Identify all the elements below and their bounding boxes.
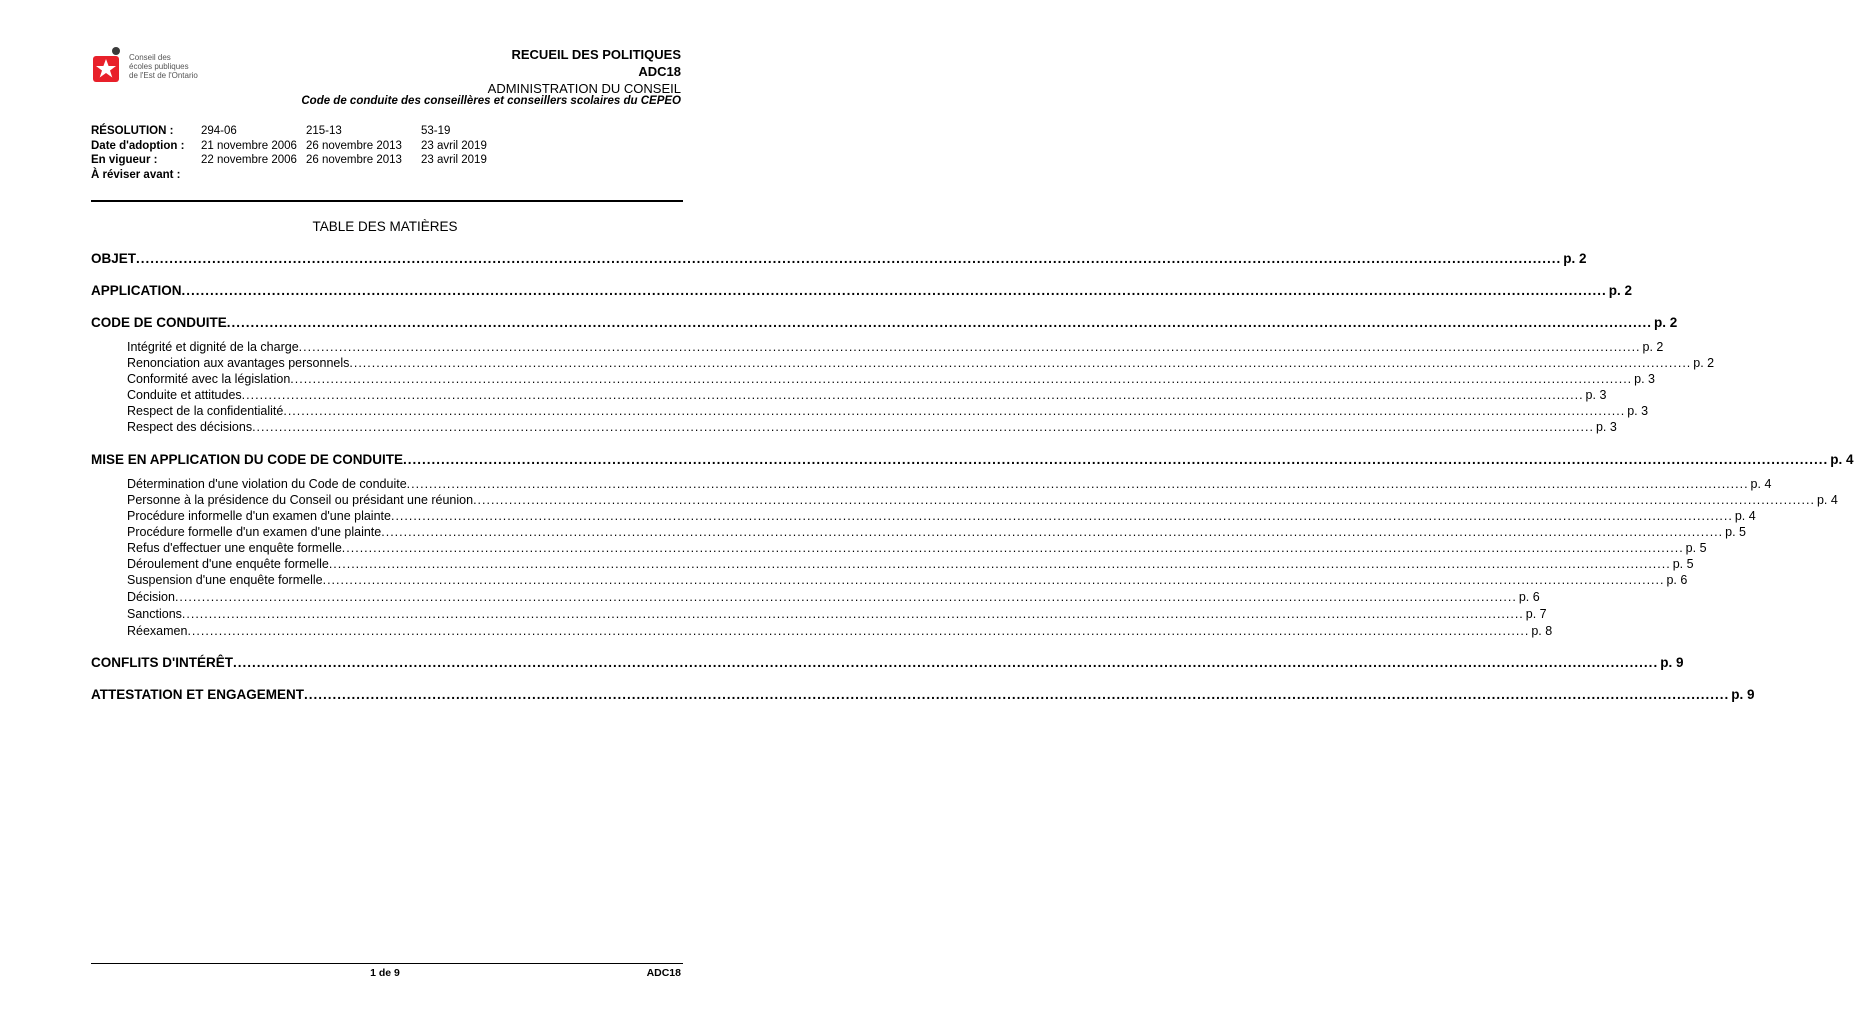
header-divider <box>91 200 683 202</box>
resolution-value: 53-19 <box>421 125 451 137</box>
toc-dot-leader: ............................................................................................................................................................................................................................................................................................................ <box>252 420 1594 434</box>
toc-entry-page: p. 6 <box>1518 590 1540 604</box>
toc-subsection-entry <box>127 404 1649 418</box>
resolution-value: 294-06 <box>201 125 237 137</box>
toc-subsection-entry <box>127 388 1607 402</box>
resolution-column-2006 <box>201 124 297 182</box>
toc-dot-leader: ............................................................................................................................................................................................................................................................................................................ <box>181 283 1607 298</box>
toc-section-entry <box>91 283 1632 298</box>
in-force-label: En vigueur : <box>91 154 158 166</box>
toc-dot-leader: ............................................................................................................................................................................................................................................................................................................ <box>283 404 1626 418</box>
toc-entry-page: p. 2 <box>1563 251 1587 266</box>
toc-dot-leader: ............................................................................................................................................................................................................................................................................................................ <box>241 388 1584 402</box>
cepeo-logo <box>91 46 221 86</box>
resolution-value <box>421 168 487 183</box>
toc-entry-page: p. 5 <box>1672 557 1694 571</box>
toc-entry-title: Réexamen <box>127 624 188 638</box>
toc-entry-title: ATTESTATION ET ENGAGEMENT <box>91 687 304 702</box>
toc-dot-leader: ............................................................................................................................................................................................................................................................................................................ <box>406 477 1749 491</box>
toc-dot-leader: ............................................................................................................................................................................................................................................................................................................ <box>473 493 1815 507</box>
toc-entry-title: Conduite et attitudes <box>127 388 242 402</box>
toc-entry-page: p. 3 <box>1585 388 1607 402</box>
toc-entry-title: Décision <box>127 590 175 604</box>
toc-dot-leader: ............................................................................................................................................................................................................................................................................................................ <box>136 251 1562 266</box>
toc-dot-leader: ............................................................................................................................................................................................................................................................................................................ <box>187 624 1530 638</box>
resolution-value: 21 novembre 2006 <box>201 139 297 152</box>
toc-entry-page: p. 4 <box>1816 493 1838 507</box>
toc-entry-page: p. 6 <box>1666 573 1688 587</box>
toc-subsection-entry <box>127 420 1617 434</box>
toc-entry-title: Refus d'effectuer une enquête formelle <box>127 541 342 555</box>
toc-section-entry <box>91 315 1678 330</box>
toc-entry-title: Intégrité et dignité de la charge <box>127 340 299 354</box>
document-header <box>488 46 681 97</box>
toc-entry-page: p. 4 <box>1830 452 1854 467</box>
toc-dot-leader: ............................................................................................................................................................................................................................................................................................................ <box>381 525 1724 539</box>
toc-entry-page: p. 4 <box>1750 477 1772 491</box>
toc-dot-leader: ............................................................................................................................................................................................................................................................................................................ <box>226 315 1652 330</box>
toc-entry-title: Personne à la présidence du Conseil ou présidant une réunion <box>127 493 474 507</box>
toc-subsection-entry <box>127 590 1540 604</box>
adoption-label: Date d'adoption : <box>91 139 185 152</box>
logo-line: Conseil des <box>129 53 171 62</box>
toc-entry-page: p. 5 <box>1685 541 1707 555</box>
toc-dot-leader: ............................................................................................................................................................................................................................................................................................................ <box>403 452 1829 467</box>
toc-entry-title: Renonciation aux avantages personnels <box>127 356 350 370</box>
toc-section-entry <box>91 251 1587 266</box>
toc-entry-title: Procédure formelle d'un examen d'une plainte <box>127 525 382 539</box>
footer-divider <box>91 963 683 964</box>
toc-dot-leader: ............................................................................................................................................................................................................................................................................................................ <box>174 590 1517 604</box>
toc-subsection-entry <box>127 477 1772 491</box>
resolution-value <box>201 168 297 183</box>
resolution-column-2019 <box>421 124 487 182</box>
resolution-value <box>306 168 402 183</box>
toc-entry-title: APPLICATION <box>91 283 182 298</box>
toc-dot-leader: ............................................................................................................................................................................................................................................................................................................ <box>390 509 1733 523</box>
toc-entry-title: Procédure informelle d'un examen d'une plainte <box>127 509 391 523</box>
toc-dot-leader: ............................................................................................................................................................................................................................................................................................................ <box>232 655 1659 670</box>
resolution-labels <box>91 124 184 182</box>
toc-entry-page: p. 2 <box>1693 356 1715 370</box>
toc-entry-page: p. 7 <box>1525 607 1547 621</box>
toc-entry-title: MISE EN APPLICATION DU CODE DE CONDUITE <box>91 452 404 467</box>
toc-entry-title: Détermination d'une violation du Code de conduite <box>127 477 407 491</box>
toc-subsection-entry <box>127 340 1664 354</box>
toc-entry-title: OBJET <box>91 251 137 266</box>
toc-section-entry <box>91 452 1854 467</box>
logo-line: écoles publiques <box>129 62 189 71</box>
toc-subsection-entry <box>127 557 1694 571</box>
resolution-value: 23 avril 2019 <box>421 154 487 166</box>
toc-dot-leader: ............................................................................................................................................................................................................................................................................................................ <box>349 356 1692 370</box>
toc-entry-page: p. 5 <box>1725 525 1746 539</box>
toc-dot-leader: ............................................................................................................................................................................................................................................................................................................ <box>341 541 1684 555</box>
toc-entry-title: Suspension d'une enquête formelle <box>127 573 323 587</box>
toc-entry-page: p. 2 <box>1654 315 1678 330</box>
toc-subsection-entry <box>127 509 1756 523</box>
toc-dot-leader: ............................................................................................................................................................................................................................................................................................................ <box>298 340 1641 354</box>
footer-policy-code: ADC18 <box>646 967 681 979</box>
policy-title: Code de conduite des conseillères et conseillers scolaires du CEPEO <box>301 95 681 107</box>
toc-subsection-entry <box>127 607 1547 621</box>
toc-entry-page: p. 9 <box>1731 687 1755 702</box>
toc-subsection-entry <box>127 624 1553 638</box>
collection-title: RECUEIL DES POLITIQUES <box>511 47 681 62</box>
toc-entry-title: Déroulement d'une enquête formelle <box>127 557 329 571</box>
logo-line: de l'Est de l'Ontario <box>129 71 198 80</box>
toc-subsection-entry <box>127 541 1707 555</box>
toc-entry-page: p. 2 <box>1642 340 1664 354</box>
toc-dot-leader: ............................................................................................................................................................................................................................................................................................................ <box>304 687 1730 702</box>
toc-entry-title: Sanctions <box>127 607 182 621</box>
logo-text <box>129 53 198 80</box>
resolution-value: 22 novembre 2006 <box>201 154 297 166</box>
toc-entry-title: Conformité avec la législation <box>127 372 291 386</box>
toc-entry-title: CONFLITS D'INTÉRÊT <box>91 655 233 670</box>
toc-dot-leader: ............................................................................................................................................................................................................................................................................................................ <box>328 557 1671 571</box>
toc-entry-title: CODE DE CONDUITE <box>91 315 227 330</box>
toc-dot-leader: ............................................................................................................................................................................................................................................................................................................ <box>322 573 1665 587</box>
toc-entry-page: p. 2 <box>1608 283 1632 298</box>
review-label: À réviser avant : <box>91 168 181 181</box>
resolution-value: 26 novembre 2013 <box>306 154 402 166</box>
toc-subsection-entry <box>127 372 1656 386</box>
resolution-column-2013 <box>306 124 402 182</box>
toc-entry-page: p. 9 <box>1660 655 1684 670</box>
toc-section-entry <box>91 655 1684 670</box>
toc-subsection-entry <box>127 356 1715 370</box>
toc-title: TABLE DES MATIÈRES <box>312 219 458 234</box>
toc-subsection-entry <box>127 525 1746 539</box>
toc-entry-title: Respect de la confidentialité <box>127 404 284 418</box>
toc-subsection-entry <box>127 493 1838 507</box>
resolution-label: RÉSOLUTION : <box>91 125 174 137</box>
resolution-value: 26 novembre 2013 <box>306 139 402 152</box>
section-title: ADMINISTRATION DU CONSEIL <box>487 81 681 96</box>
toc-entry-page: p. 3 <box>1627 404 1649 418</box>
resolution-value: 23 avril 2019 <box>421 139 487 152</box>
toc-section-entry <box>91 687 1755 702</box>
page-number: 1 de 9 <box>370 967 400 979</box>
toc-subsection-entry <box>127 573 1688 587</box>
toc-entry-page: p. 8 <box>1531 624 1553 638</box>
resolution-value: 215-13 <box>306 125 342 137</box>
toc-entry-title: Respect des décisions <box>127 420 253 434</box>
policy-code: ADC18 <box>638 64 681 79</box>
toc-dot-leader: ............................................................................................................................................................................................................................................................................................................ <box>181 607 1524 621</box>
toc-entry-page: p. 4 <box>1734 509 1756 523</box>
toc-entry-page: p. 3 <box>1634 372 1656 386</box>
toc-entry-page: p. 3 <box>1595 420 1617 434</box>
toc-dot-leader: ............................................................................................................................................................................................................................................................................................................ <box>290 372 1633 386</box>
cepeo-star-icon <box>91 46 125 86</box>
